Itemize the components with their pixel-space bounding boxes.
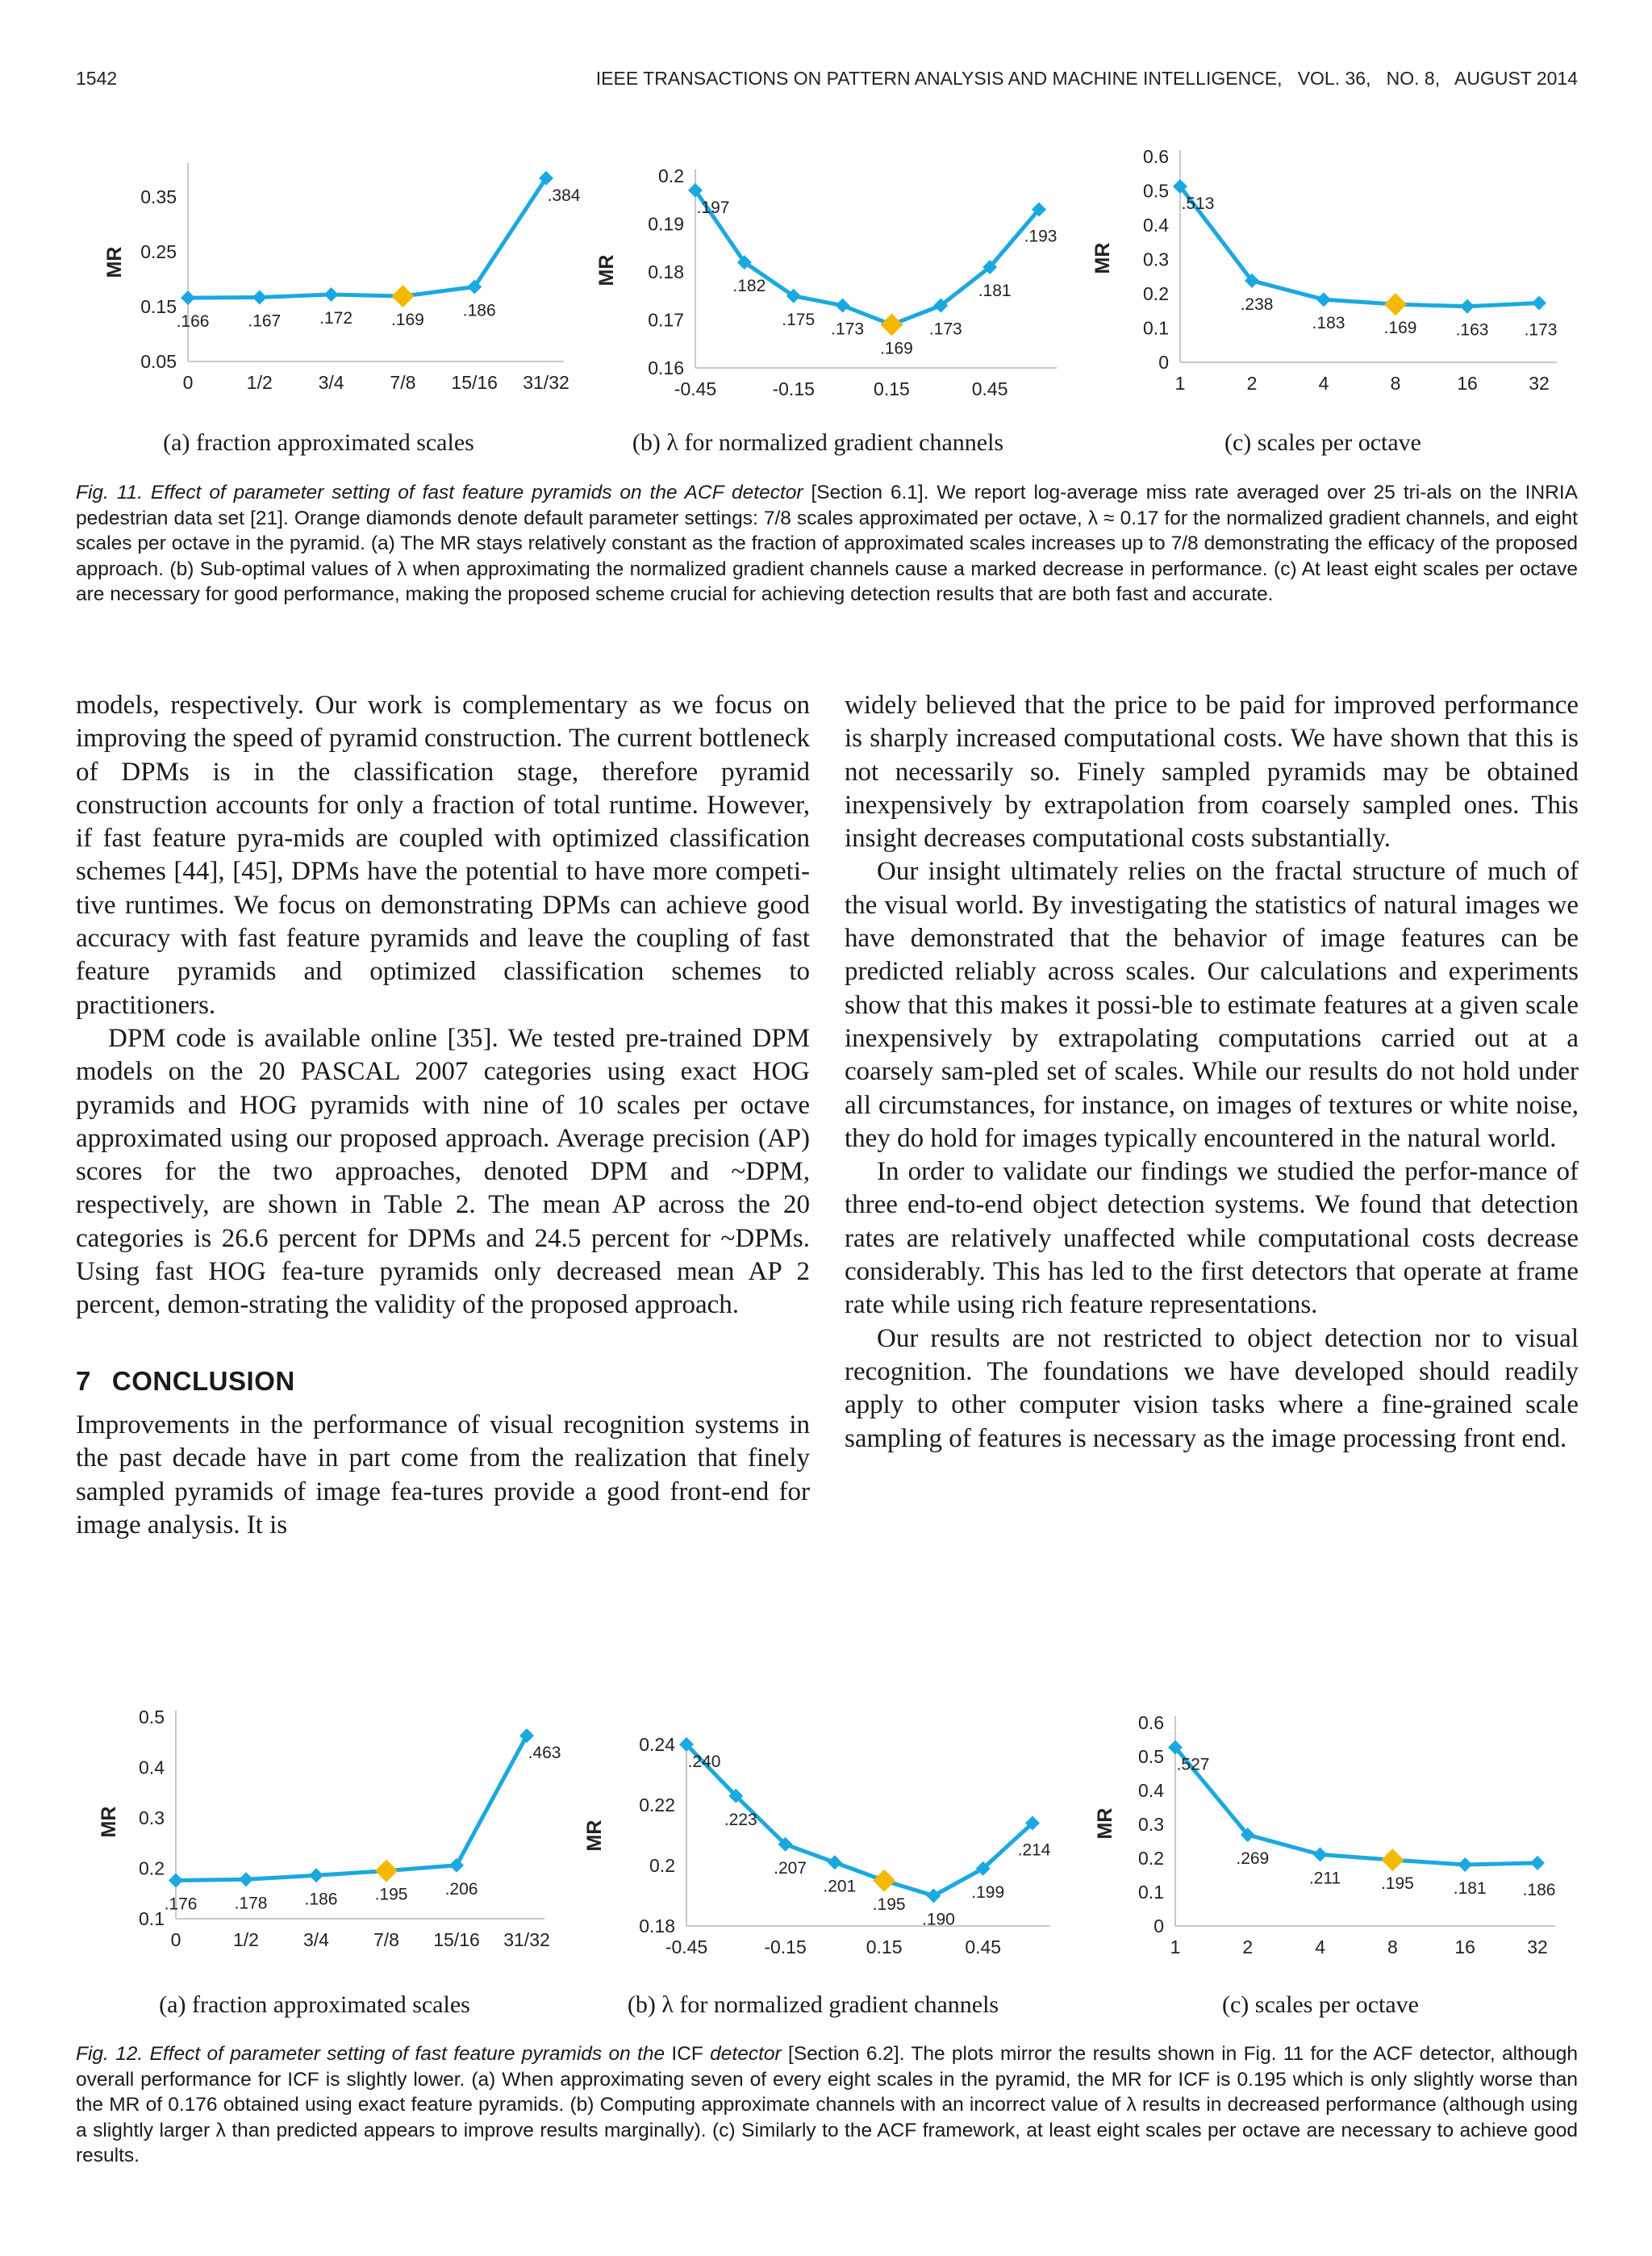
fig11b-ylabel: MR [595,254,618,286]
fig11a-xtick-label: 1/2 [246,372,273,393]
fig11a-series-line [188,178,546,298]
fig11-subcaption-c: (c) scales per octave [1224,429,1422,456]
fig12b-data-label: .201 [823,1877,857,1896]
fig12a-xtick-label: 31/32 [503,1929,550,1950]
fig11c-xtick-label: 2 [1246,373,1258,394]
figure-11 [0,137,1652,460]
fig12c-data-label: .195 [1380,1874,1414,1894]
fig12c-point [1530,1856,1545,1870]
fig11a-xtick-label: 7/8 [390,372,416,393]
fig12a-ylabel: MR [98,1806,120,1838]
fig11a-xtick-label: 15/16 [451,372,498,393]
fig11a-point [181,290,195,305]
fig11a-default-marker [391,285,414,307]
fig11b-data-label: .175 [782,310,816,329]
fig11c-point [1532,295,1546,310]
fig12c-ytick-label: 0.1 [1138,1882,1164,1903]
fig12c-default-marker [1381,1849,1404,1871]
fig12b-data-label: .207 [774,1858,807,1878]
fig11a-point [252,290,267,304]
fig12b-data-label: .223 [724,1810,757,1829]
fig12b-data-label: .195 [872,1895,906,1914]
fig12a-ytick-label: 0.3 [139,1807,165,1828]
fig12-caption [76,2041,1578,2169]
fig11c-ytick-label: 0 [1158,352,1169,373]
fig12c-ytick-label: 0.3 [1138,1814,1164,1835]
fig12c-data-label: .181 [1453,1878,1487,1898]
right-paragraph-1: widely believed that the price to be paid for improved performance is sharply increased computational costs. We have shown that this is not necessarily so. Finely sampled pyramids may be obtained inexpensively by extrapolation from coarsely sampled ones. This insight decreases computational costs substantially. [845,691,1579,854]
fig12-caption-lead2: detector [703,2043,782,2065]
running-header [76,68,1578,100]
left-paragraph-2: DPM code is available online [35]. We tested pre-trained DPM models on the 20 PASCAL 2007 categories using exact HOG pyramids and HOG pyramids with nine of 10 scales per octave approximated using our proposed approach. Average precision (AP) scores for the two approaches, denoted DPM and ~DPM, respectively, are shown in Table 2. The mean AP across the 20 categories is 26.6 percent for DPMs and 24.5 percent for ~DPMs. Using fast HOG fea-ture pyramids only decreased mean AP 2 percent, demon-strating the validity of the proposed approach. [76,1023,810,1320]
fig11b-data-label: .193 [1024,227,1058,246]
fig12-caption-body: [Section 6.2]. The plots mirror the results shown in Fig. 11 for the ACF detector, although overall performance for ICF is slightly lower. (a) When approximating seven of every eight scales in the pyramid, the MR for ICF is 0.195 which is only slightly worse than the MR of 0.176 obtained using exact feature pyramids. (b) Computing approximate channels with an incorrect value of λ results in decreased performance (although using a slightly larger λ than predicted appears to improve results marginally). (c) Similarly to the ACF framework, at least eight scales per octave are necessary to achieve good results. [76,2043,1578,2166]
fig11b-chart [595,165,1057,399]
fig11c-ytick-label: 0.1 [1143,317,1169,339]
fig11a-data-label: .172 [319,309,353,328]
fig12c-chart [1094,1712,1555,1957]
fig11-caption-body: [Section 6.1]. We report log-average miss rate averaged over 25 tri-als on the INRIA pedestrian data set [21]. Orange diamonds denote default parameter settings: 7/8 scales approximated per octave, λ ≈ 0.17 for the normalized gradient channels, and eight scales per octave in the pyramid. (a) The MR stays relatively constant as the fraction of approximated scales increases up to 7/8 demonstrating the efficacy of the proposed approach. (b) Sub-optimal values of λ when approximating the normalized gradient channels cause a marked decrease in performance. (c) At least eight scales per octave are necessary for good performance, making the proposed scheme crucial for achieving detection results that are both fast and accurate. [76,482,1579,605]
fig11-subcaption-b: (b) λ for normalized gradient channels [632,429,1004,456]
fig12b-xtick-label: -0.15 [764,1936,807,1957]
fig12b-default-marker [873,1870,895,1892]
fig11b-data-label: .173 [928,320,962,339]
fig11b-ytick-label: 0.16 [648,357,684,378]
fig12b-xtick-label: 0.45 [965,1936,1002,1957]
fig11c-series-line [1180,186,1539,307]
fig11b-xtick-label: 0.45 [971,378,1008,399]
fig12c-xtick-label: 1 [1170,1936,1181,1957]
fig11b-xtick-label: -0.15 [772,378,815,399]
page-number: 1542 [76,68,118,89]
fig12a-ytick-label: 0.2 [139,1857,165,1879]
fig12a-chart [98,1707,561,1950]
fig11c-ytick-label: 0.5 [1143,180,1169,202]
fig11b-data-label: .173 [831,320,865,339]
fig11a-ytick-label: 0.25 [140,241,177,262]
fig12a-data-label: .186 [304,1890,338,1909]
fig11c-ytick-label: 0.6 [1143,146,1169,167]
fig12c-series-line [1175,1748,1537,1865]
fig11c-data-label: .183 [1312,314,1345,333]
fig11b-data-label: .197 [696,198,730,217]
fig12c-xtick-label: 4 [1315,1936,1325,1957]
fig11c-data-label: .513 [1181,194,1215,213]
fig11a-data-label: .166 [176,312,210,332]
fig11c-ytick-label: 0.3 [1143,249,1169,270]
fig12a-series-line [176,1736,527,1880]
fig11a-data-label: .167 [248,311,282,331]
fig12c-data-label: .269 [1236,1849,1270,1869]
fig11a-ytick-label: 0.05 [140,351,177,372]
fig11b-ytick-label: 0.17 [648,309,684,331]
fig12a-point [449,1858,464,1873]
fig12a-point [519,1728,534,1743]
fig11c-point [1316,292,1331,307]
fig11-subcaption-a: (a) fraction approximated scales [163,429,474,456]
fig12a-ytick-label: 0.1 [139,1908,165,1929]
fig11c-xtick-label: 4 [1318,373,1329,394]
fig12c-ylabel: MR [1094,1807,1116,1840]
fig12b-ytick-label: 0.24 [639,1734,675,1755]
fig11a-ytick-label: 0.15 [140,296,177,317]
fig12c-point [1313,1847,1328,1861]
fig11b-xtick-label: -0.45 [674,378,717,399]
left-column [76,689,810,1542]
fig11a-chart [103,163,581,393]
section-number: 7 [76,1365,91,1396]
left-paragraph-3: Improvements in the performance of visual recognition systems in the past decade have in part come from the realization that finely sampled pyramids of image fea-tures provide a good front-end for image analysis. It is [76,1410,810,1540]
fig11b-ytick-label: 0.2 [658,165,684,186]
fig11a-data-label: .169 [390,311,424,330]
fig12c-ytick-label: 0 [1153,1916,1164,1936]
fig11c-data-label: .173 [1524,320,1558,340]
fig12c-ytick-label: 0.2 [1138,1848,1164,1869]
fig11c-xtick-label: 1 [1174,373,1186,394]
fig12a-default-marker [375,1860,398,1882]
fig11c-xtick-label: 32 [1529,373,1550,394]
fig11a-data-label: .186 [462,301,496,320]
fig11c-xtick-label: 8 [1390,373,1401,394]
left-paragraph-1: models, respectively. Our work is complementary as we focus on improving the speed of pyramid construction. The current bottleneck of DPMs is in the classification stage, therefore pyramid construction accounts for only a fraction of total runtime. However, if fast feature pyra-mids are coupled with optimized classification schemes [44], [45], DPMs have the potential to have more competi-tive runtimes. We focus on demonstrating DPMs can achieve good accuracy with fast feature pyramids and leave the coupling of fast feature pyramids and optimized classification schemes to practitioners. [76,691,810,1020]
fig12c-data-label: .211 [1308,1869,1341,1888]
fig12a-point [169,1874,183,1888]
fig11b-point [836,299,850,313]
fig11c-ytick-label: 0.2 [1143,283,1169,304]
fig12a-point [239,1872,253,1886]
fig11c-data-label: .169 [1383,319,1417,338]
fig12c-ytick-label: 0.6 [1138,1712,1164,1733]
fig12c-xtick-label: 16 [1454,1936,1475,1957]
fig11a-xtick-label: 31/32 [523,372,569,393]
fig11c-default-marker [1384,293,1407,315]
fig11b-ytick-label: 0.19 [648,213,684,235]
fig12c-xtick-label: 2 [1242,1936,1254,1957]
fig12b-xtick-label: 0.15 [866,1936,903,1957]
right-paragraph-3: In order to validate our findings we studied the perfor-mance of three end-to-end object detection systems. We found that detection rates are relatively unaffected while computational costs decrease considerably. This has led to the first detectors that operate at frame rate while using rich feature representations. [845,1157,1579,1320]
fig11b-xtick-label: 0.15 [874,378,910,399]
fig12-caption-icf: ICF [671,2043,703,2065]
fig12a-xtick-label: 7/8 [373,1929,399,1950]
section-title: CONCLUSION [111,1365,295,1396]
fig11b-data-label: .182 [732,277,766,296]
fig11c-chart [1091,146,1557,394]
fig12b-point [828,1855,842,1870]
fig11c-ytick-label: 0.4 [1143,215,1169,236]
right-column [845,689,1579,1456]
fig11a-xtick-label: 0 [182,372,194,393]
figure-12 [0,1702,1652,2025]
fig12b-ytick-label: 0.2 [649,1855,675,1876]
fig12c-ytick-label: 0.5 [1138,1746,1164,1767]
fig12c-point [1458,1857,1472,1872]
fig11b-data-label: .181 [978,282,1012,301]
fig12a-data-label: .176 [164,1895,198,1914]
fig12c-ytick-label: 0.4 [1138,1780,1164,1801]
right-paragraph-2: Our insight ultimately relies on the fractal structure of much of the visual world. By investigating the statistics of natural images we have demonstrated that the behavior of image features can be predicted reliably across scales. Our calculations and experiments show that this makes it possi-ble to estimate features at a given scale inexpensively by extrapolating computations carried out at a coarsely sam-pled set of scales. While our results do not hold under all circumstances, for instance, on images of textures or white noise, they do hold for images typically encountered in the natural world. [845,857,1579,1153]
fig12c-xtick-label: 8 [1387,1936,1398,1957]
fig11b-default-marker [880,313,903,336]
fig11c-xtick-label: 16 [1457,373,1478,394]
fig12a-xtick-label: 3/4 [303,1929,329,1950]
fig12a-data-label: .195 [374,1885,408,1904]
fig12b-ytick-label: 0.22 [639,1794,675,1815]
fig12b-data-label: .190 [921,1910,955,1929]
fig11c-data-label: .238 [1240,295,1274,314]
fig11c-ylabel: MR [1091,242,1114,274]
fig11a-ylabel: MR [103,246,126,278]
fig11-caption [76,480,1578,608]
fig12c-xtick-label: 32 [1527,1936,1548,1957]
fig11a-xtick-label: 3/4 [318,372,344,393]
fig12a-data-label: .206 [444,1879,478,1899]
fig11b-ytick-label: 0.18 [648,261,684,282]
fig11b-data-label: .169 [879,339,913,358]
fig11a-point [324,287,339,302]
fig12a-data-label: .178 [234,1894,268,1913]
fig12a-xtick-label: 15/16 [433,1929,480,1950]
fig12a-ytick-label: 0.5 [139,1707,165,1728]
fig12c-data-label: .186 [1522,1880,1556,1899]
right-paragraph-4: Our results are not restricted to object detection nor to visual recognition. The foundations we have developed should readily apply to other computer vision tasks where a fine-grained scale sampling of features is necessary as the image processing front end. [845,1323,1579,1453]
fig12b-ylabel: MR [583,1819,606,1852]
fig12a-ytick-label: 0.4 [139,1757,165,1778]
fig12c-data-label: .527 [1176,1755,1210,1774]
fig12a-point [309,1868,323,1882]
fig11a-ytick-label: 0.35 [140,186,177,207]
fig12a-data-label: .463 [528,1744,561,1763]
fig12-subcaption-a: (a) fraction approximated scales [159,1991,470,2018]
fig11c-point [1460,299,1475,314]
fig12b-ytick-label: 0.18 [639,1916,675,1936]
fig12b-data-label: .214 [1017,1840,1051,1860]
fig12-subcaption-c: (c) scales per octave [1221,1991,1420,2018]
fig12b-chart [583,1734,1051,1957]
fig12b-data-label: .240 [687,1753,721,1771]
fig12b-data-label: .199 [971,1882,1005,1902]
fig12-caption-lead: Fig. 12. Effect of parameter setting of fast feature pyramids on the [76,2043,672,2065]
fig12a-xtick-label: 1/2 [233,1929,259,1950]
fig11a-data-label: .384 [547,186,581,205]
section-heading [76,1364,810,1397]
fig12-subcaption-b: (b) λ for normalized gradient channels [627,1991,999,2018]
fig11-caption-lead: Fig. 11. Effect of parameter setting of fast feature pyramids on the ACF detector [76,482,803,503]
fig11c-data-label: .163 [1455,320,1489,340]
fig12b-xtick-label: -0.45 [665,1936,708,1957]
fig12a-xtick-label: 0 [170,1929,181,1950]
journal-title: IEEE TRANSACTIONS ON PATTERN ANALYSIS AND MACHINE INTELLIGENCE, VOL. 36, NO. 8, AUGUST 2014 [595,68,1578,89]
